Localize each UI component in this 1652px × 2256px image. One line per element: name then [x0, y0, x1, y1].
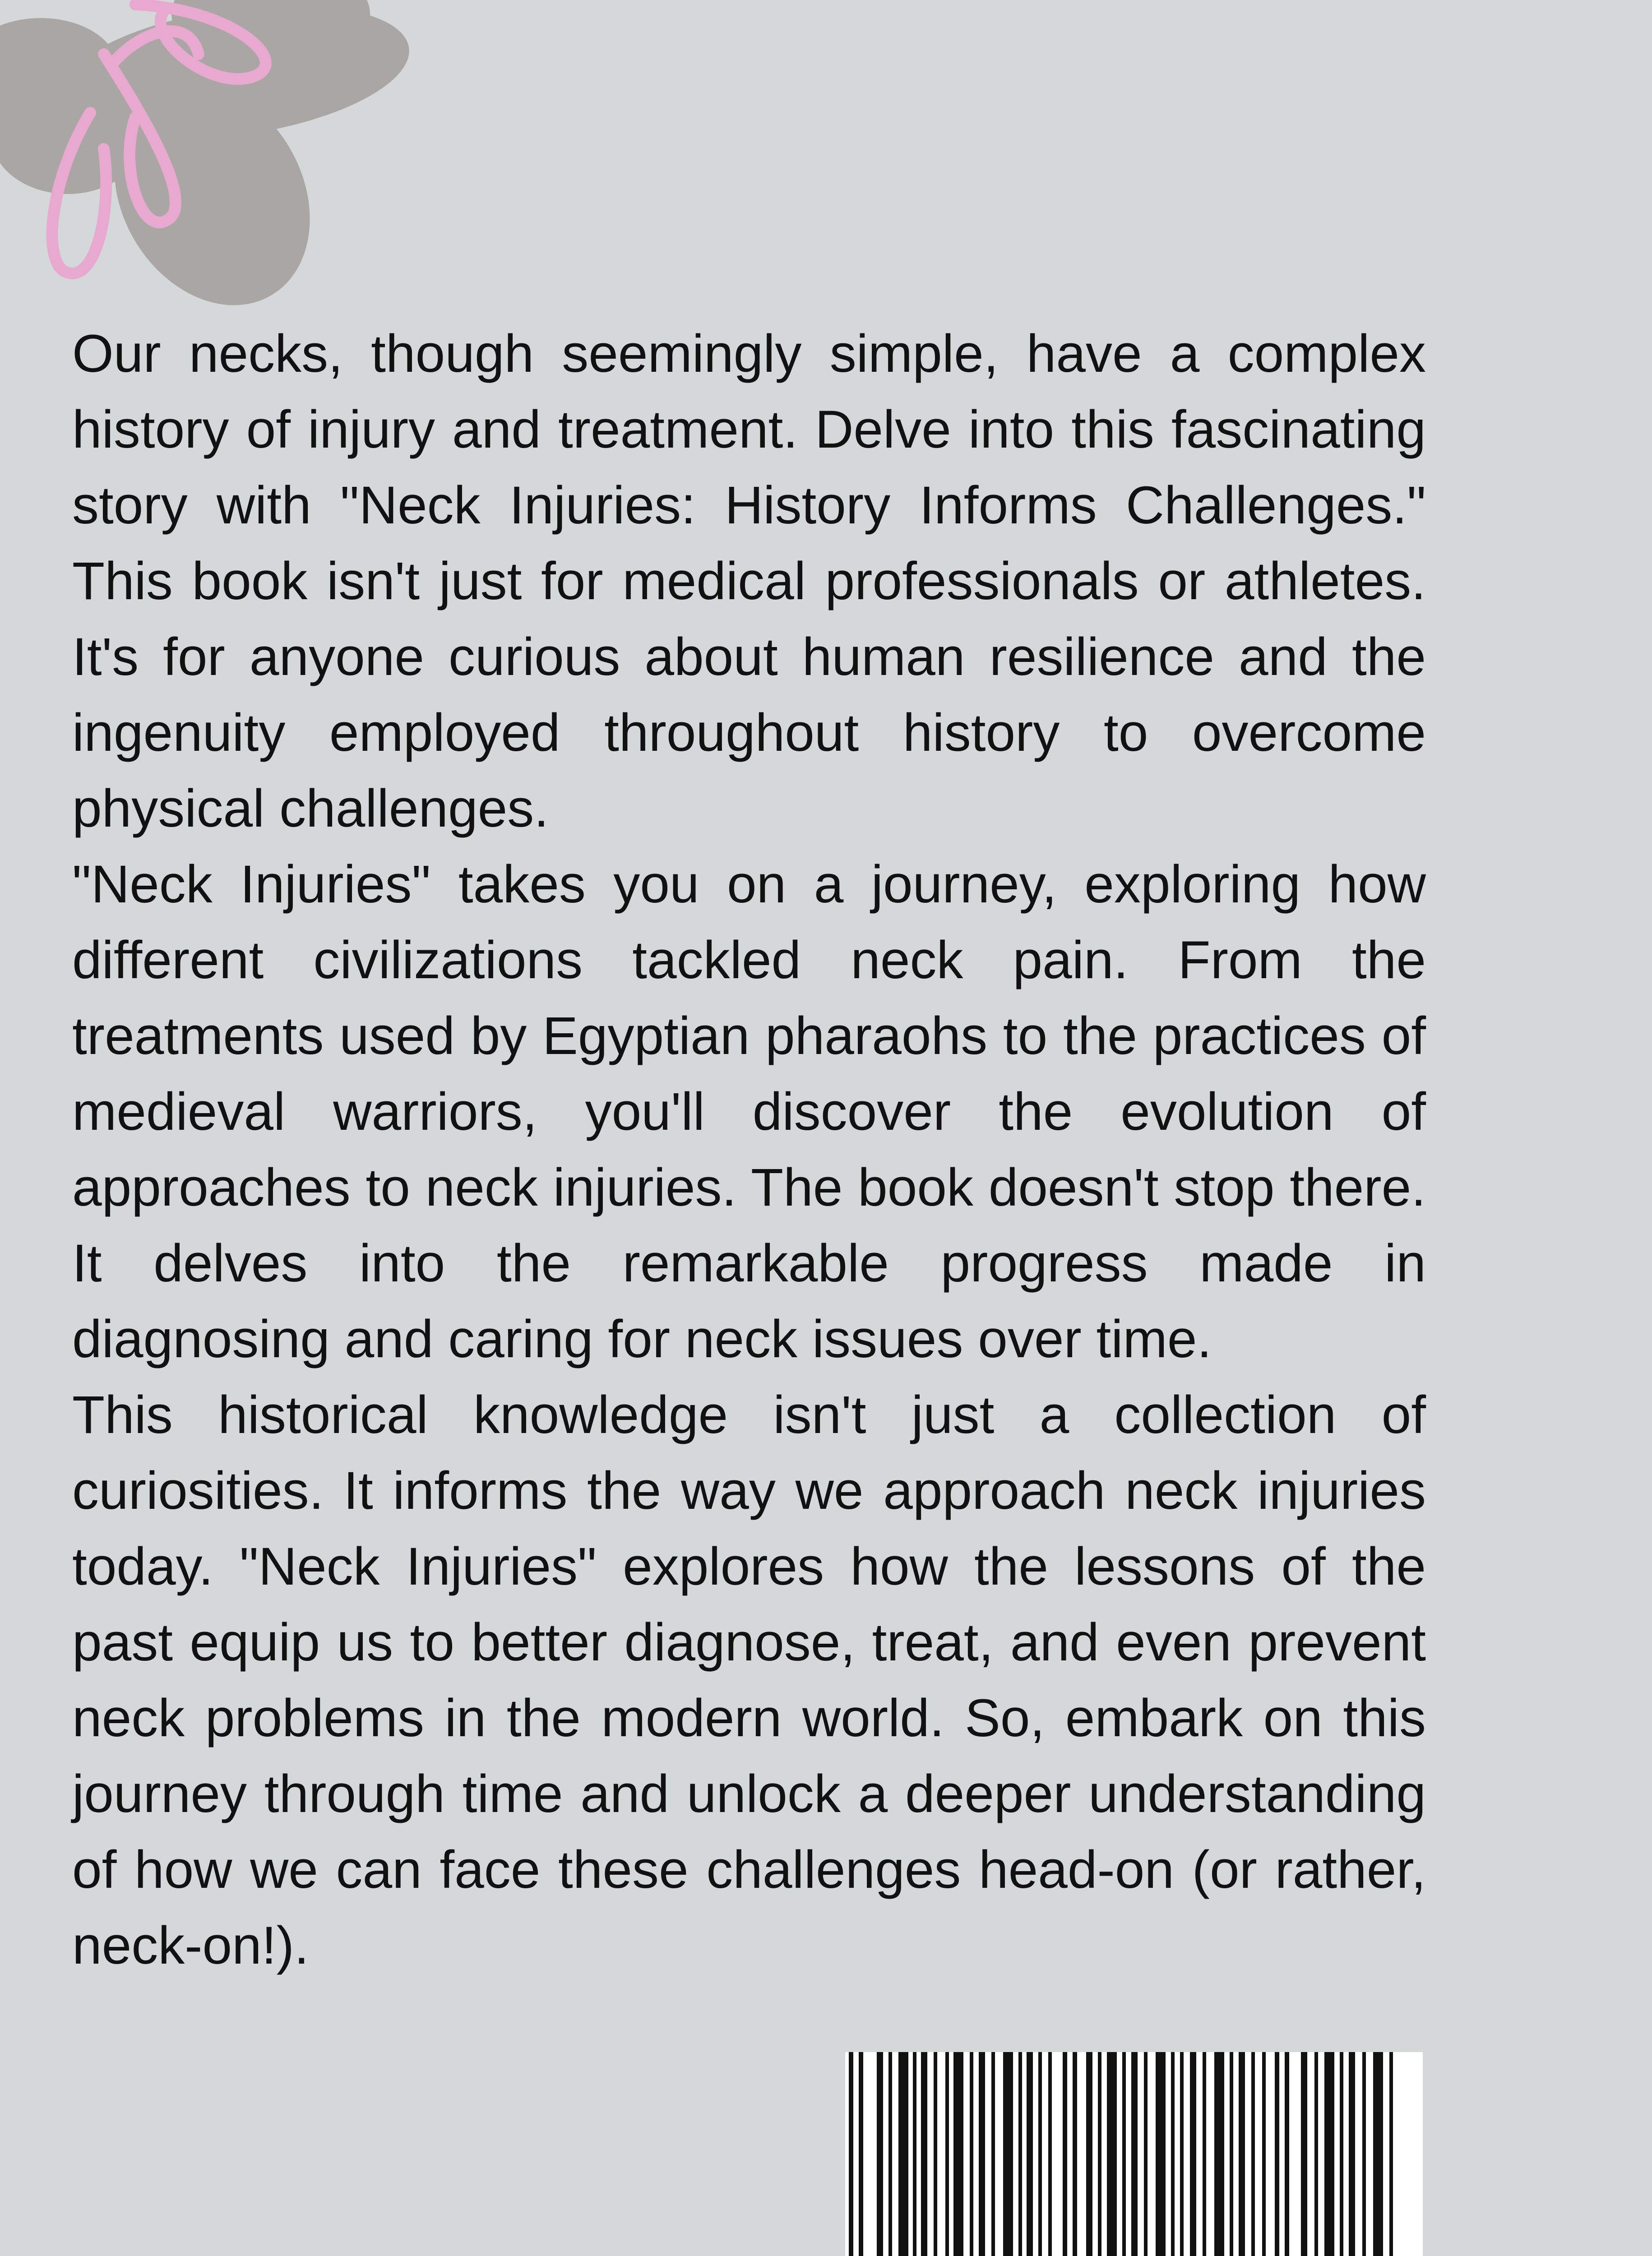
barcode-bar: [1144, 2052, 1148, 2256]
barcode-bar: [1190, 2052, 1196, 2256]
flower-ornament-icon: [0, 0, 415, 307]
barcode-bar: [970, 2052, 973, 2256]
barcode-bar: [859, 2052, 863, 2256]
barcode-bar: [1230, 2052, 1233, 2256]
barcode-bar: [1262, 2052, 1266, 2256]
barcode-bar: [1389, 2052, 1393, 2256]
barcode-bar: [898, 2052, 908, 2256]
barcode-bar: [979, 2052, 985, 2256]
barcode-bar: [1171, 2052, 1175, 2256]
barcode-bar: [1063, 2052, 1067, 2256]
barcode-bar: [1156, 2052, 1166, 2256]
barcode-bar: [991, 2052, 995, 2256]
barcode-bar: [945, 2052, 949, 2256]
barcode-bar: [1086, 2052, 1092, 2256]
barcode-bar: [1122, 2052, 1126, 2256]
blurb-paragraph: "Neck Injuries" takes you on a journey, exploring how different civilizations tackled neck pain. From the treatments used by Egyptian pharaohs to the practices of medieval warriors, you'll discover the evolution of approaches to neck injuries. The book doesn't stop there. It delves into the remarkable progress made in diagnosing and caring for neck issues over time.: [72, 855, 1426, 1369]
barcode-bar: [1018, 2052, 1022, 2256]
barcode-bar: [934, 2052, 937, 2256]
barcode-bar: [913, 2052, 916, 2256]
barcode-bar: [1027, 2052, 1033, 2256]
blurb-paragraph: This historical knowledge isn't just a collection of curiosities. It informs the way we approach neck injuries today. "Neck Injuries" explores how the lessons of the past equip us to better diagnose, treat, and even prevent neck problems in the modern world. So, embark on this journey through time and unlock a deeper understanding of how we can face these challenges head-on (or rather, neck-on!).: [72, 1385, 1426, 1975]
barcode-bar: [1340, 2052, 1343, 2256]
barcode-bar: [1239, 2052, 1245, 2256]
barcode-bar: [1098, 2052, 1101, 2256]
barcode-bar: [1038, 2052, 1042, 2256]
barcode-bar: [1073, 2052, 1077, 2256]
barcode-bar: [1131, 2052, 1138, 2256]
barcode-bar: [849, 2052, 853, 2256]
barcode-bar: [877, 2052, 883, 2256]
barcode-bar: [1285, 2052, 1289, 2256]
barcode-bar: [1003, 2052, 1013, 2256]
blurb-paragraph: Our necks, though seemingly simple, have a complex history of injury and treatment. Delve into this fascinating story with "Neck Injuries: History Informs Challenges." This book isn't just for medical professionals or athletes. It's for anyone curious about human resilience and the ingenuity employed throughout history to overcome physical challenges.: [72, 324, 1426, 838]
barcode-bar: [1275, 2052, 1279, 2256]
barcode-bar: [1251, 2052, 1255, 2256]
barcode-bar: [1107, 2052, 1117, 2256]
barcode-bar: [1362, 2052, 1366, 2256]
barcode-bar: [921, 2052, 927, 2256]
barcode-bar: [1314, 2052, 1318, 2256]
barcode-bar: [953, 2052, 963, 2256]
barcode-bar: [1180, 2052, 1184, 2256]
barcode-bar: [1349, 2052, 1355, 2256]
isbn-barcode: [845, 2052, 1423, 2256]
blurb-text: [72, 316, 1426, 1983]
barcode-bar: [1324, 2052, 1334, 2256]
barcode-bars: [845, 2052, 1423, 2256]
barcode-bar: [1373, 2052, 1383, 2256]
barcode-bar: [1048, 2052, 1052, 2256]
barcode-bar: [1301, 2052, 1307, 2256]
barcode-bar: [1203, 2052, 1206, 2256]
barcode-bar: [1214, 2052, 1224, 2256]
barcode-bar: [888, 2052, 892, 2256]
